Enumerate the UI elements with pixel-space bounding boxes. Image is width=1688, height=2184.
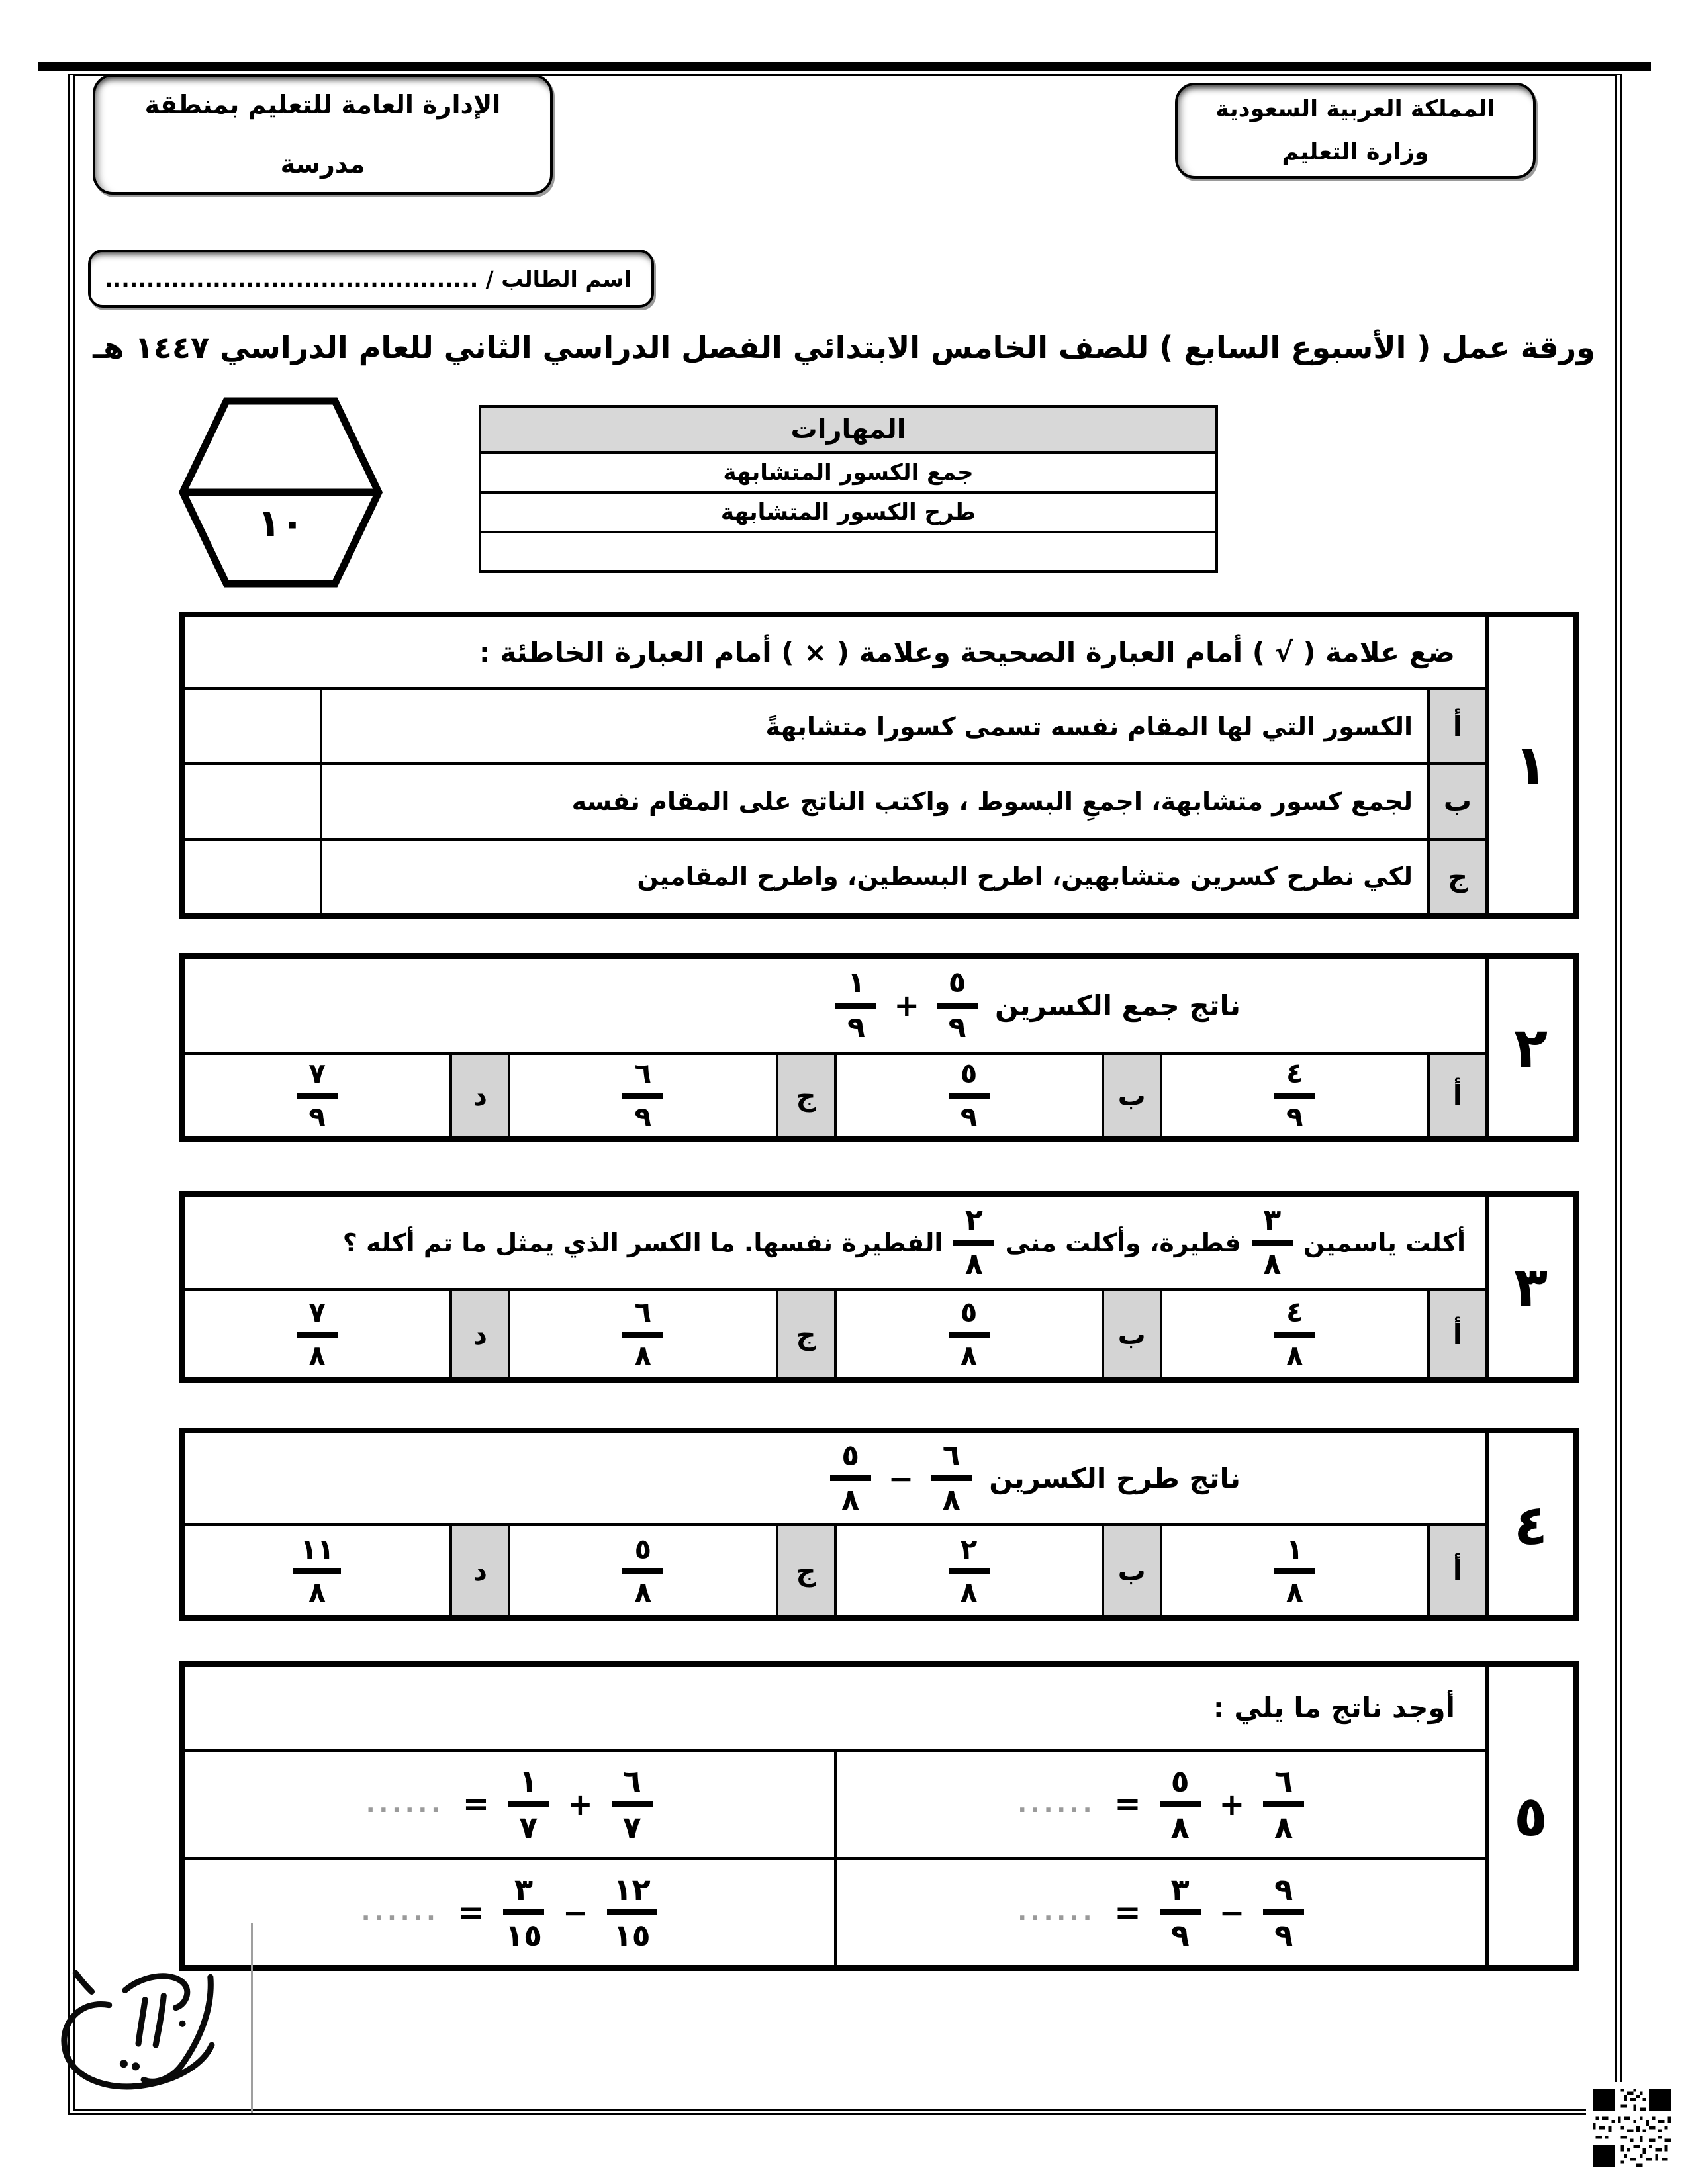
question-2-fraction-1: $\frac{٥}{٩}$ bbox=[937, 968, 978, 1042]
statement-a-letter: أ bbox=[1427, 690, 1485, 762]
worksheet-title: ورقة عمل ( الأسبوع السابع ) للصف الخامس الابتدائي الفصل الدراسي الثاني للعام الدراسي ١٤٤٧ هـ bbox=[93, 330, 1595, 365]
option-a-value[interactable]: $\frac{٤}{٩}$ bbox=[1160, 1055, 1427, 1136]
question-2-options bbox=[185, 1055, 1485, 1136]
option-c-value[interactable]: $\frac{٥}{٨}$ bbox=[508, 1526, 775, 1615]
question-1-number: ١ bbox=[1485, 617, 1573, 913]
statement-a-text: الكسور التي لها المقام نفسه تسمى كسورا متشابهةً bbox=[320, 690, 1427, 762]
minus-operator: − bbox=[1219, 1894, 1245, 1931]
plus-operator: + bbox=[1219, 1786, 1245, 1823]
option-c-label[interactable]: ج bbox=[776, 1055, 834, 1136]
problem-1 bbox=[837, 1752, 1486, 1857]
minus-operator: − bbox=[563, 1894, 588, 1931]
option-b-value[interactable]: $\frac{٥}{٨}$ bbox=[834, 1291, 1102, 1377]
question-4-prompt bbox=[185, 1433, 1485, 1526]
problem-4 bbox=[185, 1860, 837, 1966]
option-a-label[interactable]: أ bbox=[1427, 1526, 1485, 1615]
ministry-header-box bbox=[1175, 83, 1536, 179]
question-2-number: ٢ bbox=[1485, 959, 1573, 1136]
option-a-value[interactable]: $\frac{١}{٨}$ bbox=[1160, 1526, 1427, 1615]
question-5-table bbox=[179, 1661, 1579, 1971]
statement-a-answer-box[interactable] bbox=[185, 690, 320, 762]
scan-artifact-line bbox=[251, 1923, 253, 2113]
statement-c-letter: ج bbox=[1427, 841, 1485, 913]
statement-b-answer-box[interactable] bbox=[185, 765, 320, 837]
question-1-body bbox=[185, 617, 1485, 913]
student-name-label: اسم الطالب / ............................................. bbox=[105, 265, 632, 292]
equals-sign: = bbox=[1114, 1786, 1141, 1823]
problem-3-answer-blank[interactable]: ...... bbox=[1017, 1899, 1096, 1927]
question-3-number: ٣ bbox=[1485, 1197, 1573, 1377]
option-d-label[interactable]: د bbox=[449, 1055, 508, 1136]
skills-table-header: المهارات bbox=[481, 408, 1215, 454]
option-c-label[interactable]: ج bbox=[776, 1291, 834, 1377]
hexagon-shape-icon bbox=[177, 396, 384, 589]
top-border-band bbox=[38, 62, 1651, 71]
statement-b-letter: ب bbox=[1427, 765, 1485, 837]
kingdom-name-label: المملكة العربية السعودية bbox=[1215, 96, 1495, 122]
education-admin-header-box bbox=[93, 74, 553, 195]
option-a-label[interactable]: أ bbox=[1427, 1291, 1485, 1377]
problem-2-answer-blank[interactable]: ...... bbox=[365, 1790, 444, 1818]
option-b-label[interactable]: ب bbox=[1102, 1291, 1160, 1377]
problem-1-fraction-1: $\frac{٦}{٨}$ bbox=[1263, 1765, 1304, 1843]
question-3-body bbox=[185, 1197, 1485, 1377]
problem-4-fraction-1: $\frac{١٢}{١٥}$ bbox=[607, 1874, 657, 1952]
option-b-label[interactable]: ب bbox=[1102, 1526, 1160, 1615]
student-name-field[interactable] bbox=[88, 250, 654, 308]
option-c-value[interactable]: $\frac{٦}{٩}$ bbox=[508, 1055, 775, 1136]
option-b-label[interactable]: ب bbox=[1102, 1055, 1160, 1136]
problems-row-2 bbox=[185, 1857, 1485, 1966]
skill-row-empty bbox=[481, 533, 1215, 570]
question-3-table bbox=[179, 1191, 1579, 1383]
school-label: مدرسة bbox=[280, 150, 365, 179]
option-d-value[interactable]: $\frac{٧}{٩}$ bbox=[185, 1055, 449, 1136]
question-3-prompt-part2: فطيرة، وأكلت منى bbox=[1005, 1228, 1241, 1257]
total-score-value: ١٠ bbox=[257, 500, 305, 545]
question-4-number: ٤ bbox=[1485, 1433, 1573, 1615]
problem-2 bbox=[185, 1752, 837, 1857]
question-2-body bbox=[185, 959, 1485, 1136]
question-2-prompt bbox=[185, 959, 1485, 1055]
statement-c-answer-box[interactable] bbox=[185, 841, 320, 913]
question-1-prompt bbox=[185, 617, 1485, 690]
problem-1-fraction-2: $\frac{٥}{٨}$ bbox=[1160, 1765, 1201, 1843]
question-1-prompt-text: ضع علامة ( √ ) أمام العبارة الصحيحة وعلامة ( × ) أمام العبارة الخاطئة : bbox=[479, 636, 1455, 668]
option-d-label[interactable]: د bbox=[449, 1526, 508, 1615]
question-2-prompt-text: ناتج جمع الكسرين bbox=[995, 989, 1241, 1022]
score-hexagon bbox=[177, 396, 384, 589]
question-4-fraction-2: $\frac{٥}{٨}$ bbox=[830, 1441, 871, 1516]
statement-b-text: لجمع كسور متشابهة، اجمعِ البسوط ، واكتب الناتج على المقام نفسه bbox=[320, 765, 1427, 837]
problem-4-answer-blank[interactable]: ...... bbox=[361, 1899, 440, 1927]
equals-sign: = bbox=[462, 1786, 490, 1823]
plus-operator: + bbox=[894, 987, 920, 1023]
skill-row: جمع الكسور المتشابهة bbox=[481, 454, 1215, 494]
minus-operator: − bbox=[888, 1460, 914, 1496]
statement-row-c bbox=[185, 838, 1485, 913]
option-c-value[interactable]: $\frac{٦}{٨}$ bbox=[508, 1291, 775, 1377]
problem-3-fraction-2: $\frac{٣}{٩}$ bbox=[1160, 1874, 1201, 1952]
option-d-value[interactable]: $\frac{٧}{٨}$ bbox=[185, 1291, 449, 1377]
equals-sign: = bbox=[457, 1893, 485, 1931]
skill-row: طرح الكسور المتشابهة bbox=[481, 494, 1215, 533]
skills-table bbox=[479, 405, 1218, 573]
question-5-prompt bbox=[185, 1667, 1485, 1752]
question-3-fraction-1: $\frac{٣}{٨}$ bbox=[1252, 1205, 1293, 1280]
question-3-prompt bbox=[185, 1197, 1485, 1291]
statement-row-a bbox=[185, 690, 1485, 762]
problems-row-1 bbox=[185, 1752, 1485, 1857]
option-c-label[interactable]: ج bbox=[776, 1526, 834, 1615]
question-4-prompt-text: ناتج طرح الكسرين bbox=[989, 1462, 1241, 1494]
question-3-prompt-part3: الفطيرة نفسها. ما الكسر الذي يمثل ما تم أكله ؟ bbox=[342, 1228, 943, 1257]
question-4-table bbox=[179, 1428, 1579, 1621]
problem-3-fraction-1: $\frac{٩}{٩}$ bbox=[1263, 1874, 1304, 1952]
education-admin-label: الإدارة العامة للتعليم بمنطقة bbox=[144, 90, 501, 119]
statement-row-b bbox=[185, 762, 1485, 837]
question-3-prompt-part1: أكلت ياسمين bbox=[1303, 1228, 1466, 1257]
problem-3 bbox=[837, 1860, 1486, 1966]
question-3-fraction-2: $\frac{٢}{٨}$ bbox=[953, 1205, 994, 1280]
option-d-label[interactable]: د bbox=[449, 1291, 508, 1377]
problem-2-fraction-2: $\frac{١}{٧}$ bbox=[508, 1765, 549, 1843]
qr-code-icon bbox=[1593, 2089, 1671, 2167]
question-4-options bbox=[185, 1526, 1485, 1615]
signature-icon bbox=[45, 1964, 225, 2113]
option-a-value[interactable]: $\frac{٤}{٨}$ bbox=[1160, 1291, 1427, 1377]
qr-code bbox=[1586, 2082, 1677, 2173]
question-3-options bbox=[185, 1291, 1485, 1377]
question-5-number: ٥ bbox=[1485, 1667, 1573, 1965]
question-2-fraction-2: $\frac{١}{٩}$ bbox=[835, 968, 876, 1042]
option-d-value[interactable]: $\frac{١١}{٨}$ bbox=[185, 1526, 449, 1615]
option-a-label[interactable]: أ bbox=[1427, 1055, 1485, 1136]
ministry-name-label: وزارة التعليم bbox=[1282, 139, 1429, 165]
problem-2-fraction-1: $\frac{٦}{٧}$ bbox=[612, 1765, 653, 1843]
option-b-value[interactable]: $\frac{٢}{٨}$ bbox=[834, 1526, 1102, 1615]
problem-1-answer-blank[interactable]: ...... bbox=[1017, 1790, 1096, 1818]
option-b-value[interactable]: $\frac{٥}{٩}$ bbox=[834, 1055, 1102, 1136]
problem-4-fraction-2: $\frac{٣}{١٥}$ bbox=[503, 1874, 544, 1952]
plus-operator: + bbox=[567, 1786, 593, 1823]
question-2-table bbox=[179, 953, 1579, 1142]
question-4-body bbox=[185, 1433, 1485, 1615]
statement-c-text: لكي نطرح كسرين متشابهين، اطرح البسطين، واطرح المقامين bbox=[320, 841, 1427, 913]
question-5-problems-grid bbox=[185, 1752, 1485, 1965]
question-1-table bbox=[179, 612, 1579, 919]
question-5-body bbox=[185, 1667, 1485, 1965]
question-4-fraction-1: $\frac{٦}{٨}$ bbox=[931, 1441, 972, 1516]
equals-sign: = bbox=[1114, 1893, 1141, 1931]
question-5-prompt-text: أوجد ناتج ما يلي : bbox=[1213, 1692, 1455, 1724]
